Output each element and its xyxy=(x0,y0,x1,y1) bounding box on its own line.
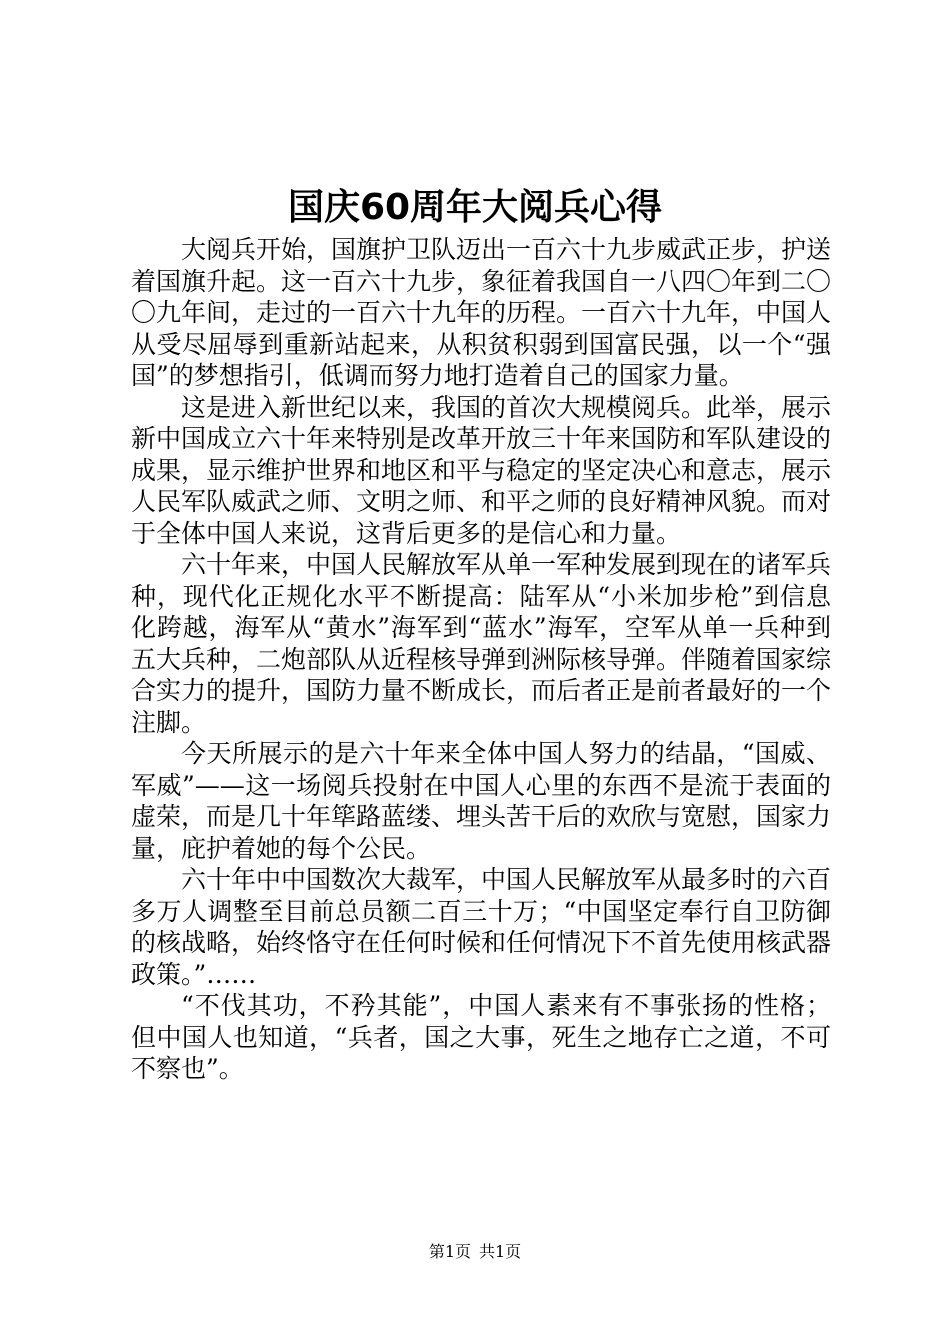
paragraph-1: 大阅兵开始，国旗护卫队迈出一百六十九步威武正步，护送着国旗升起。这一百六十九步，象征着我国自一八四〇年到二〇〇九年间，走过的一百六十九年的历程。一百六十九年，中国人从受尽屈辱到重新站起来，从积贫积弱到国富民强，以一个“强国”的梦想指引，低调而努力地打造着自己的国家力量。 xyxy=(131,235,832,390)
page-footer xyxy=(0,1240,950,1264)
paragraph-4: 今天所展示的是六十年来全体中国人努力的结晶，“国威、军威”——这一场阅兵投射在中国人心里的东西不是流于表面的虚荣，而是几十年筚路蓝缕、埋头苦干后的欢欣与宽慰，国家力量，庇护着她的每个公民。 xyxy=(131,739,832,863)
paragraph-2: 这是进入新世纪以来，我国的首次大规模阅兵。此举，展示新中国成立六十年来特别是改革开放三十年来国防和军队建设的成果，显示维护世界和地区和平与稳定的坚定决心和意志，展示人民军队威武之师、文明之师、和平之师的良好精神风貌。而对于全体中国人来说，这背后更多的是信心和力量。 xyxy=(131,392,832,548)
document-body xyxy=(131,234,831,1085)
document-title: 国庆60周年大阅兵心得 xyxy=(287,187,663,228)
page-number: 第1页 xyxy=(428,1242,471,1261)
page-total: 共1页 xyxy=(479,1242,522,1261)
paragraph-6: “不伐其功，不矜其能”，中国人素来有不事张扬的性格；但中国人也知道，“兵者，国之大事，死生之地存亡之道，不可不察也”。 xyxy=(131,991,831,1083)
paragraph-3: 六十年来，中国人民解放军从单一军种发展到现在的诸军兵种，现代化正规化水平不断提高：陆军从“小米加步枪”到信息化跨越，海军从“黄水”海军到“蓝水”海军，空军从单一兵种到五大兵种，二炮部队从近程核导弹到洲际核导弹。伴随着国家综合实力的提升，国防力量不断成长，而后者正是前者最好的一个注脚。 xyxy=(131,550,832,737)
paragraph-5: 六十年中中国数次大裁军，中国人民解放军从最多时的六百多万人调整至目前总员额二百三十万；“中国坚定奉行自卫防御的核战略，始终恪守在任何时候和任何情况下不首先使用核武器政策。”…… xyxy=(131,865,832,989)
